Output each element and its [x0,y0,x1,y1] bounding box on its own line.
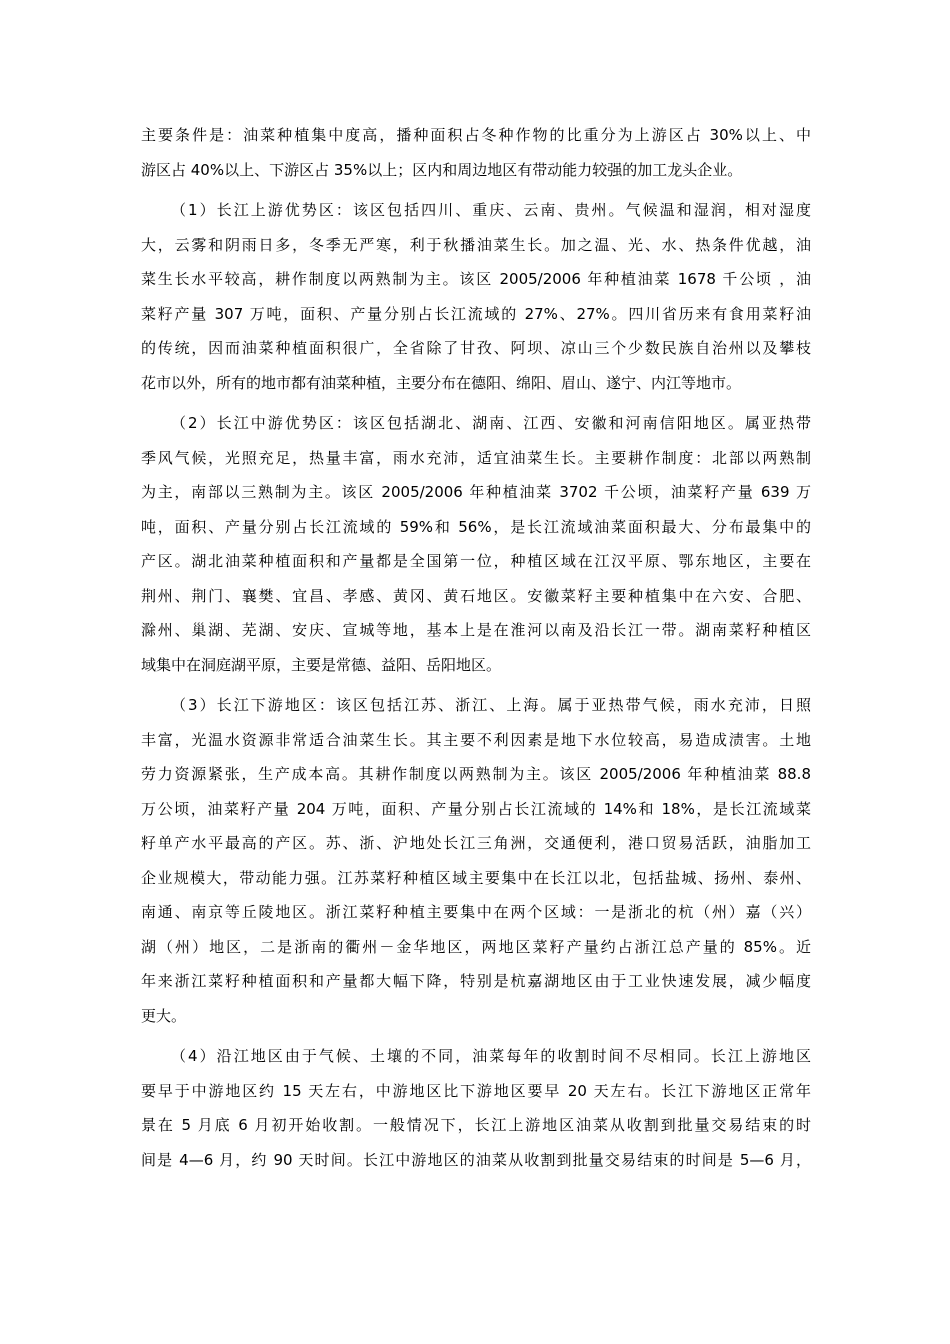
paragraph-upstream-region [141,193,811,400]
text-line: （2）长江中游优势区：该区包括湖北、湖南、江西、安徽和河南信阳地区。属亚热带 [171,414,811,432]
text-line: 要早于中游地区约 15 天左右，中游地区比下游地区要早 20 天左右。长江下游地区正常年 [141,1081,811,1100]
text-line: 游区占 40%以上、下游区占 35%以上；区内和周边地区有带动能力较强的加工龙头企业。 [141,160,743,179]
text-line: 劳力资源紧张，生产成本高。其耕作制度以两熟制为主。该区 2005/2006 年种植油菜 88.8 [141,765,811,783]
text-line: 丰富，光温水资源非常适合油菜生长。其主要不利因素是地下水位较高，易造成渍害。土地 [141,730,811,749]
text-line: 季风气候，光照充足，热量丰富，雨水充沛，适宜油菜生长。主要耕作制度：北部以两熟制 [141,448,811,467]
text-line: 年来浙江菜籽种植面积和产量都大幅下降，特别是杭嘉湖地区由于工业快速发展，减少幅度 [141,972,811,990]
text-line: 菜籽产量 307 万吨，面积、产量分别占长江流域的 27%、27%。四川省历来有食用菜籽油 [141,304,811,323]
text-line: 南通、南京等丘陵地区。浙江菜籽种植主要集中在两个区域：一是浙北的杭（州）嘉（兴） [141,903,811,921]
text-line: 间是 4—6 月，约 90 天时间。长江中游地区的油菜从收割到批量交易结束的时间是 5—6 月， [141,1150,811,1169]
text-line: 主要条件是：油菜种植集中度高，播种面积占冬种作物的比重分为上游区占 30%以上、中 [141,126,811,144]
text-line: （3）长江下游地区：该区包括江苏、浙江、上海。属于亚热带气候，雨水充沛，日照 [171,696,811,714]
text-line: 产区。湖北油菜种植面积和产量都是全国第一位，种植区域在江汉平原、鄂东地区，主要在 [141,552,811,570]
text-line: 企业规模大，带动能力强。江苏菜籽种植区域主要集中在长江以北，包括盐城、扬州、泰州、 [141,868,811,887]
paragraph-intro [141,118,811,187]
text-line: 菜生长水平较高，耕作制度以两熟制为主。该区 2005/2006 年种植油菜 1678 千公顷 ，油 [141,270,811,288]
paragraph-downstream-region [141,688,811,1033]
text-line: 吨，面积、产量分别占长江流域的 59%和 56%，是长江流域油菜面积最大、分布最集中的 [141,517,811,536]
text-line: 荆州、荆门、襄樊、宜昌、孝感、黄冈、黄石地区。安徽菜籽主要种植集中在六安、合肥、 [141,586,811,605]
paragraph-harvest-timing [141,1039,811,1177]
text-line: 更大。 [141,1006,187,1025]
text-line: 花市以外，所有的地市都有油菜种植，主要分布在德阳、绵阳、眉山、遂宁、内江等地市。 [141,373,742,392]
text-line: （1）长江上游优势区：该区包括四川、重庆、云南、贵州。气候温和湿润，相对湿度 [171,201,811,219]
text-line: 的传统，因而油菜种植面积很广，全省除了甘孜、阿坝、凉山三个少数民族自治州以及攀枝 [141,339,811,357]
text-line: 为主，南部以三熟制为主。该区 2005/2006 年种植油菜 3702 千公顷，油菜籽产量 639 万 [141,483,811,501]
text-line: （4）沿江地区由于气候、土壤的不同，油菜每年的收割时间不尽相同。长江上游地区 [171,1047,811,1065]
text-line: 域集中在洞庭湖平原，主要是常德、益阳、岳阳地区。 [141,655,502,674]
paragraph-midstream-region [141,406,811,682]
text-line: 籽单产水平最高的产区。苏、浙、沪地处长江三角洲，交通便利，港口贸易活跃，油脂加工 [141,834,811,852]
text-line: 大，云雾和阴雨日多，冬季无严寒，利于秋播油菜生长。加之温、光、水、热条件优越，油 [141,235,811,254]
text-line: 万公顷，油菜籽产量 204 万吨，面积、产量分别占长江流域的 14%和 18%，是长江流域菜 [141,799,811,818]
text-line: 湖（州）地区，二是浙南的衢州－金华地区，两地区菜籽产量约占浙江总产量的 85%。近 [141,937,811,956]
document-page [141,118,811,1298]
text-line: 景在 5 月底 6 月初开始收割。一般情况下，长江上游地区油菜从收割到批量交易结束的时 [141,1116,811,1134]
text-line: 滁州、巢湖、芜湖、安庆、宣城等地，基本上是在淮河以南及沿长江一带。湖南菜籽种植区 [141,621,811,639]
